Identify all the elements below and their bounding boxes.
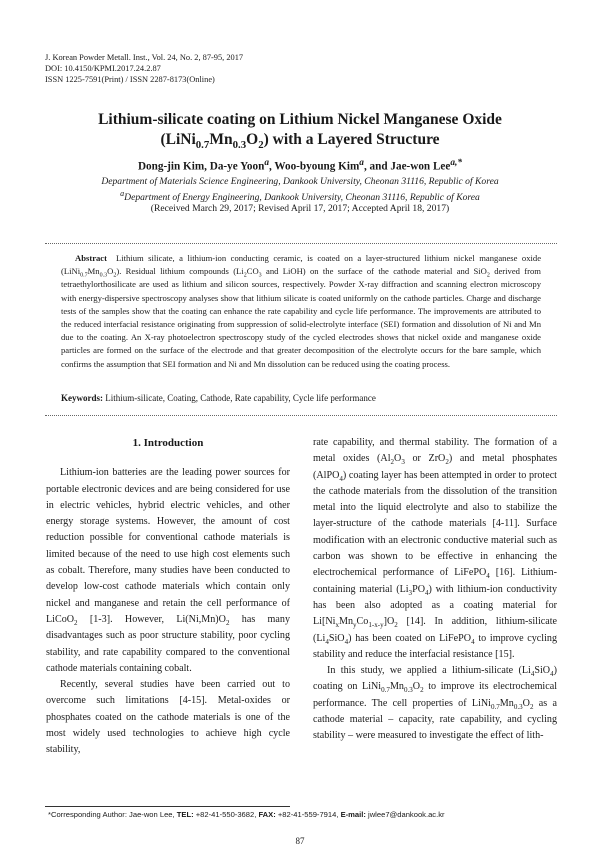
- top-divider: [45, 243, 557, 244]
- received-dates: (Received March 29, 2017; Revised April 17, 2017; Accepted April 18, 2017): [150, 203, 450, 214]
- paper-title: [0, 110, 600, 150]
- page-number: 87: [295, 836, 305, 846]
- keywords-label: Keywords:: [61, 393, 103, 403]
- title-line-1: Lithium-silicate coating on Lithium Nickel Manganese Oxide: [98, 111, 502, 128]
- affiliation-2: $^a$Department of Energy Engineering, Dankook University, Cheonan 31116, Republic of Korea: [120, 189, 480, 204]
- corresponding-author-footnote: *Corresponding Author: Jae-won Lee, TEL: +82-41-550-3682, FAX: +82-41-559-7914, E-mail: jwlee7@dankook.ac.kr: [48, 810, 445, 819]
- paragraph: In this study, we applied a lithium-silicate $(Li_4SiO_4)$ coating on $LiNi_{0.7}Mn_{0.3}O_2$ to improve its electrochemical performance. The cell properties of $LiNi_{0.7}Mn_{0.3}O_2$ as a cathode material – capacity, rate capability, and cycling stability – were measured to investigate the effect of lith-: [313, 665, 557, 742]
- journal-citation: J. Korean Powder Metall. Inst., Vol. 24, No. 2, 87-95, 2017: [45, 53, 244, 62]
- column-right: [313, 435, 557, 745]
- paragraph: Recently, several studies have been carried out to overcome such limitations [4-15]. Metal-oxides or phosphates coated on the cathode materials is one of the most widely used technologies to achieve high cycle stability,: [46, 679, 290, 756]
- title-line-2: $(LiNi_{0.7}Mn_{0.3}O_2)$ with a Layered Structure: [160, 131, 440, 152]
- bottom-divider: [45, 415, 557, 416]
- abstract-label: Abstract: [75, 253, 107, 263]
- section-heading-introduction: 1. Introduction: [132, 437, 204, 449]
- journal-header: [45, 52, 243, 85]
- keywords: Keywords: Lithium-silicate, Coating, Cathode, Rate capability, Cycle life performance: [61, 393, 376, 403]
- paragraph: rate capability, and thermal stability. The formation of a metal oxides ($Al_2O_3$ or ZrO$_2$) and metal phosphates (AlPO$_4$) coating layer has been attempted in order to protect the cathode materials from the dissolution of the transition metal into the liquid electrolyte and also to stabilize the layer-structure of the cathode materials [4-11]. Surface modification with an electronic conductive material such as carbon was shown to be effective in enhancing the electrochemical performance of LiFePO$_4$ [16]. Lithium-containing material $(Li_3PO_4)$ with lithium-ion conductivity has been also adopted as a coating material for $Li[Ni_xMn_yCo_{1-x-y}]O_2$ [14]. In addition, lithium-silicate $(Li_4SiO_4)$ has been coated on LiFePO$_4$ to improve cycling stability and reduce the interfacial resistance [15].: [313, 437, 557, 660]
- abstract: Abstract Lithium silicate, a lithium-ion conducting ceramic, is coated on a layer-structured lithium nickel manganese oxide $(LiNi_{0.7}Mn_{0.3}O_2)$. Residual lithium compounds ($Li_2CO_3$ and LiOH) on the surface of the cathode material and SiO$_2$ derived from tetraethylorthosilicate are used as lithium and silicon sources, respectively. Powder X-ray diffraction and scanning electron microscopy with energy-dispersive spectroscopy analyses show that lithium silicate is coated uniformly on the cathode particles. Charge and discharge tests of the samples show that the coating can enhance the rate capability and cycle life performance. The improvements are attributed to the reduced interfacial resistance originating from suppression of solid-electrolyte interface (SEI) formation and dissolution of Ni and Mn due to the coating. An X-ray photoelectron spectroscopy study of the cycled electrodes shows that nickel oxide and manganese oxide particles are formed on the surface of the electrode and that greater decomposition of the electrolyte occurs for the bare sample, which confirms the assumption that SEI formation and Ni and Mn dissolution can be reduced using the coating process.: [61, 253, 542, 369]
- affiliation-1: Department of Materials Science Engineering, Dankook University, Cheonan 31116, Republic of Korea: [101, 176, 499, 187]
- doi: DOI: 10.4150/KPMI.2017.24.2.87: [45, 64, 161, 73]
- paragraph: Lithium-ion batteries are the leading power sources for portable electronic devices and are being considered for use in electric vehicles, hybrid electric vehicles, and other energy storage systems. However, the amount of cost reduction possible for conventional cathode materials is limited because of the need to use high cost elements such as cobalt. Therefore, many studies have been conducted to develop low-cost cathode materials which contain only nickel and manganese and retain the cell performance of LiCoO$_2$ [1-3]. However, $Li(Ni,Mn)O_2$ has many disadvantages such as poor structure stability, poor cycling stability, and rate capability compared to the conventional cathode materials containing cobalt.: [46, 467, 290, 674]
- footnote-rule: [45, 806, 290, 807]
- issn: ISSN 1225-7591(Print) / ISSN 2287-8173(Online): [45, 75, 215, 84]
- author-list: Dong-jin Kim, Da-ye Yoon$^a$, Woo-byoung Kim$^a$, and Jae-won Lee$^{a,*}$: [137, 158, 463, 173]
- column-left: [46, 435, 290, 759]
